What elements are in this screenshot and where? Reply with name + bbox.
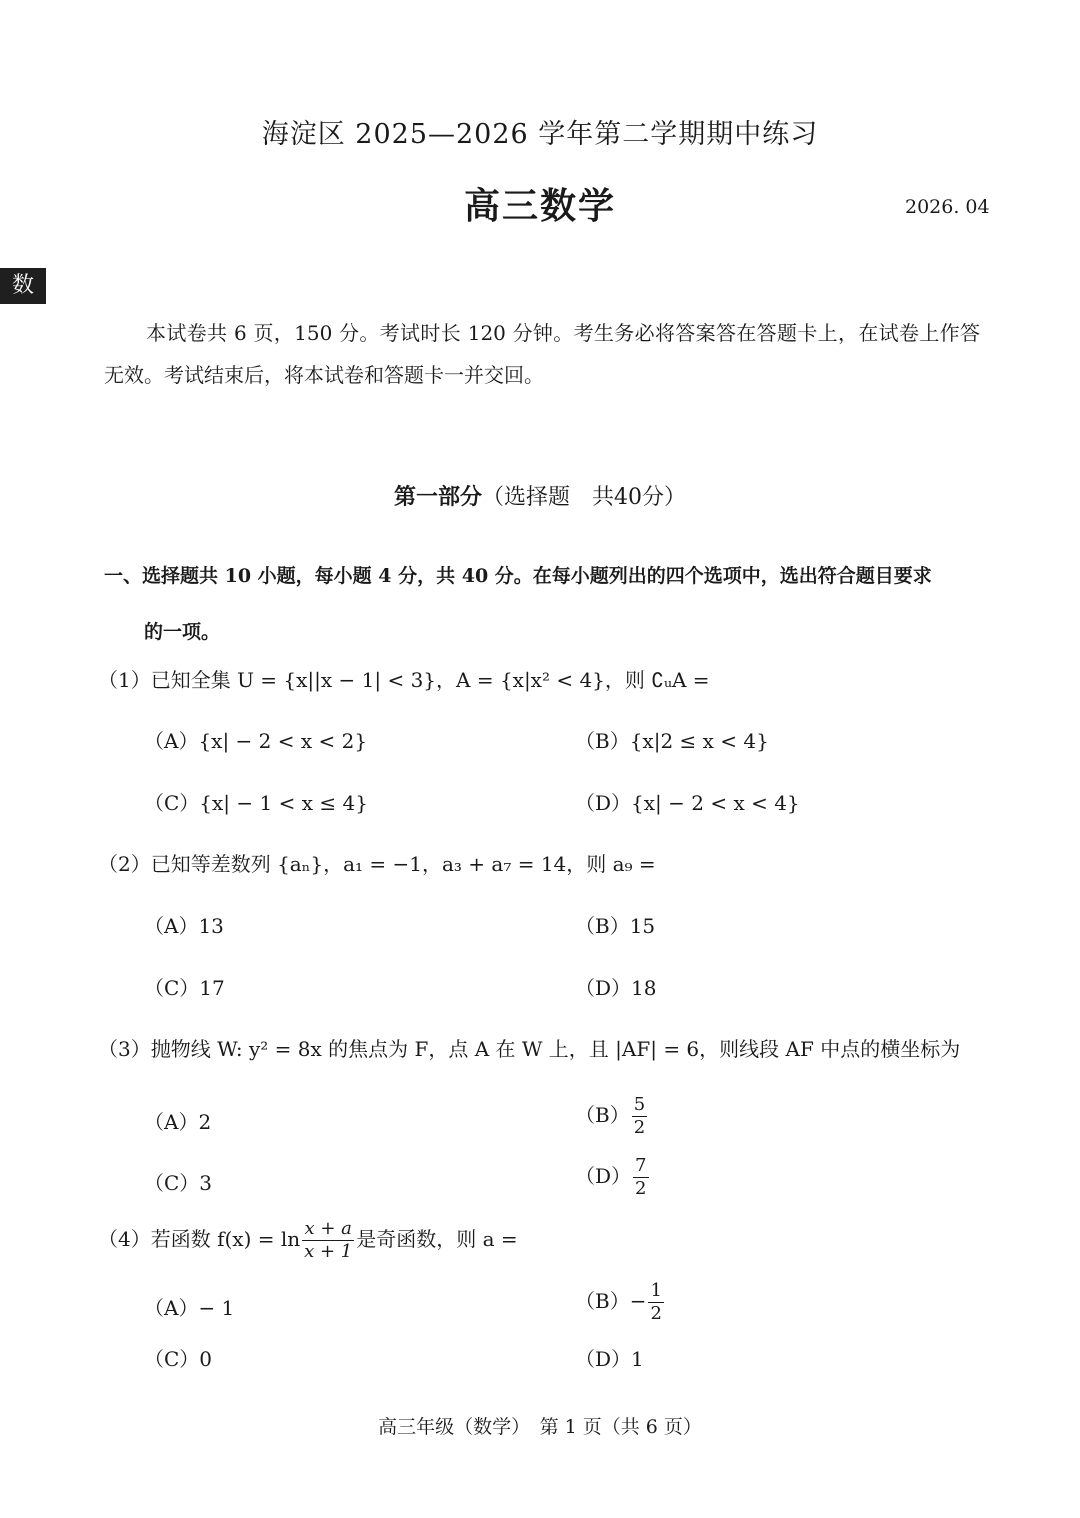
question-2-option-a: （A）13 [144, 914, 224, 938]
section-line-2: 的一项。 [144, 621, 221, 643]
question-4-stem-suffix: 是奇函数，则 a = [356, 1227, 518, 1251]
question-4-option-b [575, 1280, 666, 1325]
option-d-label: （D） [575, 1164, 632, 1188]
fraction-denominator: 2 [633, 1117, 646, 1138]
fraction [302, 1218, 354, 1263]
part-subtitle: （选择题 共40分） [482, 485, 686, 510]
fraction [633, 1155, 648, 1200]
question-3-option-a: （A）2 [144, 1110, 212, 1134]
section-instructions [104, 548, 980, 660]
question-1-option-b: （B）{x|2 ≤ x < 4} [575, 729, 769, 753]
question-2-option-d: （D）18 [575, 976, 657, 1000]
fraction-numerator: 7 [635, 1155, 647, 1176]
question-3-stem: （3）抛物线 W: y² = 8x 的焦点为 F，点 A 在 W 上，且 |AF| = 6，则线段 AF 中点的横坐标为 [98, 1037, 961, 1061]
fraction [632, 1094, 647, 1139]
fraction-denominator: x + 1 [304, 1241, 353, 1262]
exam-date: 2026. 04 [905, 196, 990, 218]
question-1-option-d: （D）{x| − 2 < x < 4} [575, 791, 800, 815]
question-2-option-c: （C）17 [144, 976, 225, 1000]
fraction-denominator: 2 [635, 1178, 647, 1199]
exam-title: 海淀区 2025—2026 学年第二学期期中练习 [261, 119, 819, 150]
question-4-option-a: （A）− 1 [144, 1296, 235, 1320]
fraction-denominator: 2 [650, 1303, 662, 1324]
subject-side-tab: 数 [0, 268, 46, 304]
question-4-stem [98, 1218, 518, 1263]
subject-title: 高三数学 [463, 185, 616, 227]
question-3-option-d [575, 1155, 651, 1200]
question-2-option-b: （B）15 [575, 914, 656, 938]
fraction [648, 1280, 663, 1325]
question-4-option-c: （C）0 [144, 1347, 213, 1371]
part-title: 第一部分 [393, 484, 482, 510]
question-1-option-a: （A）{x| − 2 < x < 2} [144, 729, 368, 753]
fraction-numerator: 1 [650, 1280, 662, 1301]
question-1-option-c: （C）{x| − 1 < x ≤ 4} [144, 791, 368, 815]
section-line-1: 一、选择题共 10 小题，每小题 4 分，共 40 分。在每小题列出的四个选项中，选出符合题目要求 [104, 565, 932, 587]
question-1-stem: （1）已知全集 U = {x||x − 1| < 3}，A = {x|x² < 4}，则 ∁ᵤA = [98, 668, 710, 692]
question-3-option-c: （C）3 [144, 1171, 213, 1195]
question-4-stem-prefix: （4）若函数 f(x) = ln [98, 1227, 301, 1251]
option-b-label: （B） [575, 1103, 630, 1127]
page-footer: 高三年级（数学） 第 1 页（共 6 页） [378, 1416, 702, 1438]
part-heading [0, 480, 1080, 511]
fraction-numerator: 5 [633, 1094, 646, 1115]
fraction-numerator: x + a [302, 1218, 354, 1241]
question-4-option-d: （D）1 [575, 1347, 644, 1371]
option-b-label: （B）− [575, 1289, 647, 1313]
question-2-stem: （2）已知等差数列 {aₙ}，a₁ = −1，a₃ + a₇ = 14，则 a₉ = [98, 852, 656, 876]
exam-instructions: 本试卷共 6 页，150 分。考试时长 120 分钟。考生务必将答案答在答题卡上，在试卷上作答无效。考试结束后，将本试卷和答题卡一并交回。 [104, 321, 980, 387]
question-3-option-b [575, 1094, 649, 1139]
